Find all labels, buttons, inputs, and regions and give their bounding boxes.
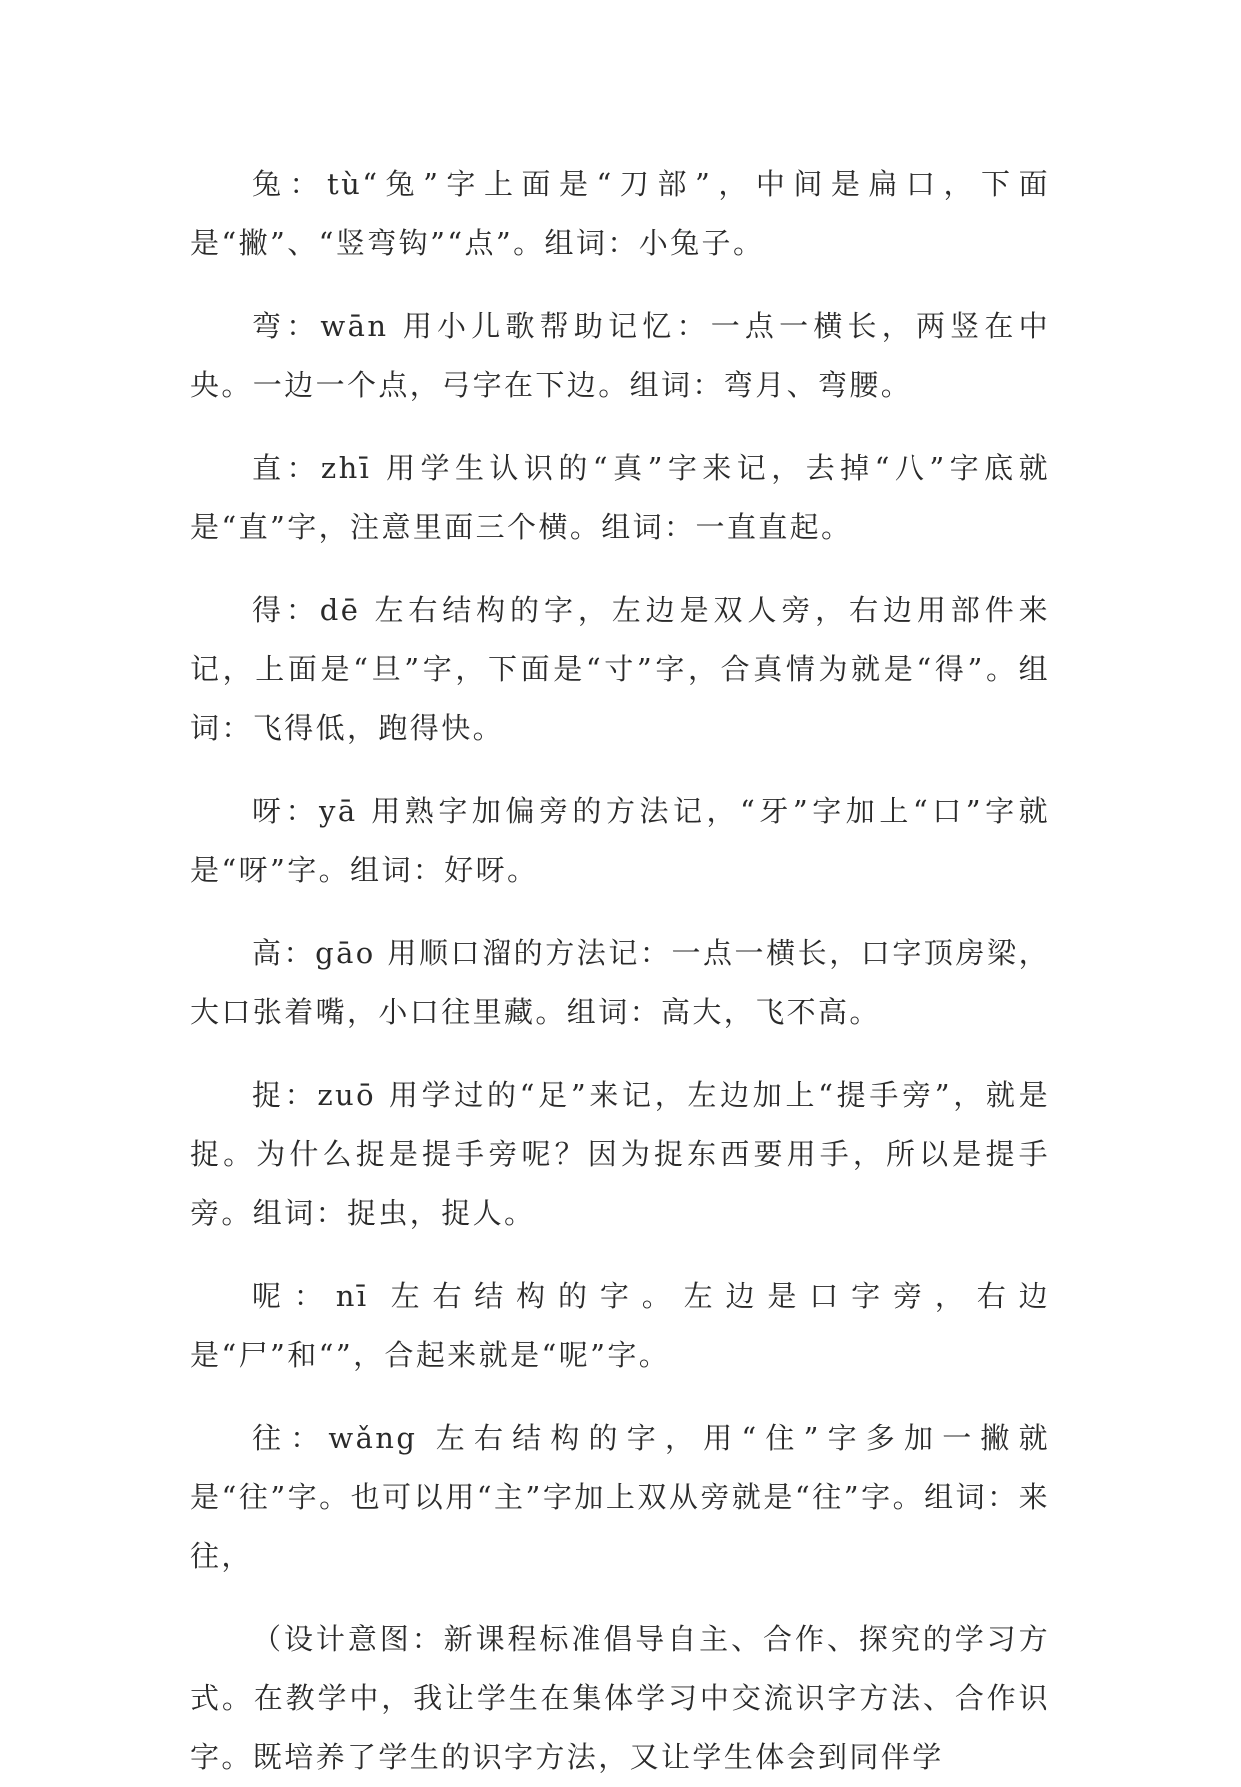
paragraph-ya: 呀：yā 用熟字加偏旁的方法记，“牙”字加上“口”字就是“呀”字。组词：好呀。 xyxy=(190,794,1050,887)
paragraph-tu: 兔：tù“兔”字上面是“刀部”，中间是扁口，下面是“撇”、“竖弯钩”“点”。组词：小兔子。 xyxy=(190,167,1050,260)
paragraph-de: 得：dē 左右结构的字，左边是双人旁，右边用部件来记，上面是“旦”字，下面是“寸”字，合真情为就是“得”。组词：飞得低，跑得快。 xyxy=(190,593,1050,745)
paragraph-ni: 呢：nī 左右结构的字。左边是口字旁，右边是“尸”和“”，合起来就是“呢”字。 xyxy=(190,1279,1050,1372)
paragraph-zhuo: 捉：zuō 用学过的“足”来记，左边加上“提手旁”，就是捉。为什么捉是提手旁呢？因为捉东西要用手，所以是提手旁。组词：捉虫，捉人。 xyxy=(190,1078,1050,1230)
paragraph-zhi: 直：zhī 用学生认识的“真”字来记，去掉“八”字底就是“直”字，注意里面三个横。组词：一直直起。 xyxy=(190,451,1050,544)
paragraph-wang: 往：wǎng 左右结构的字，用“住”字多加一撇就是“往”字。也可以用“主”字加上双从旁就是“往”字。组词：来往， xyxy=(190,1421,1050,1573)
paragraph-gao: 高：gāo 用顺口溜的方法记：一点一横长，口字顶房梁，大口张着嘴，小口往里藏。组词：高大，飞不高。 xyxy=(190,936,1050,1029)
document-body xyxy=(190,155,1050,1787)
paragraph-design-intent: （设计意图：新课程标准倡导自主、合作、探究的学习方式。在教学中，我让学生在集体学习中交流识字方法、合作识字。既培养了学生的识字方法，又让学生体会到同伴学 xyxy=(190,1622,1050,1774)
paragraph-wan: 弯：wān 用小儿歌帮助记忆：一点一横长，两竖在中央。一边一个点，弓字在下边。组词：弯月、弯腰。 xyxy=(190,309,1050,402)
